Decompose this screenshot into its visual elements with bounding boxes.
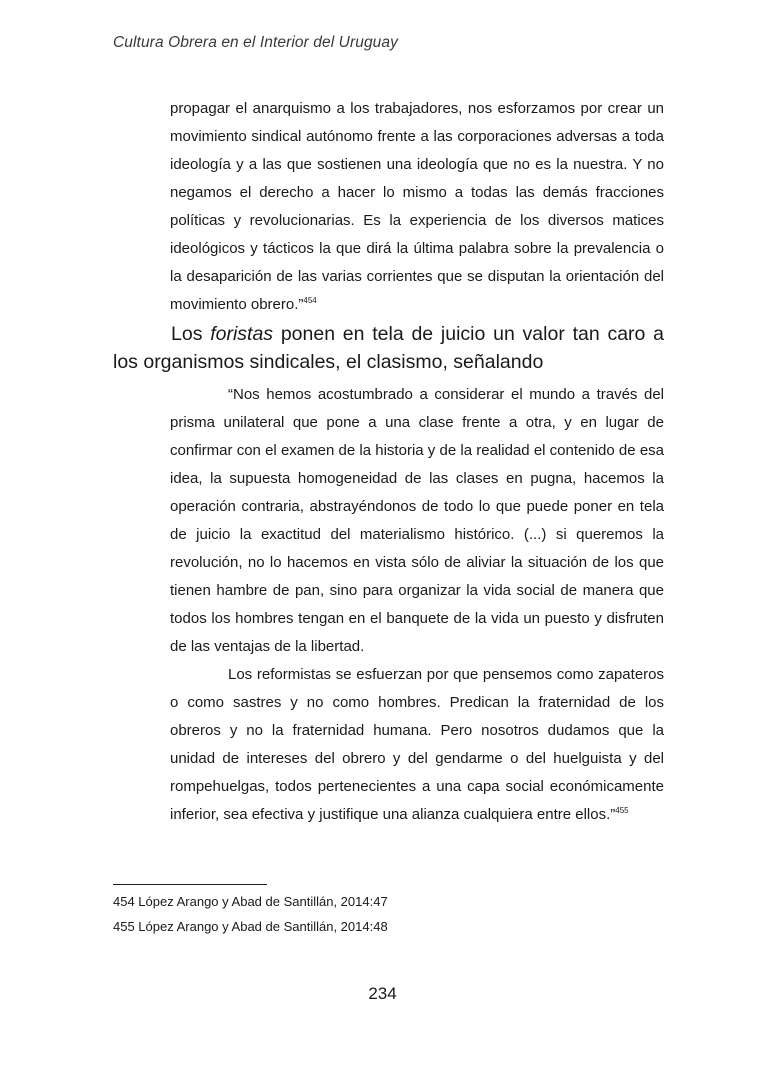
- footnote-454: 454 López Arango y Abad de Santillán, 2014:47: [113, 894, 388, 909]
- quote-text: propagar el anarquismo a los trabajadores, nos esforzamos por crear un movimiento sindical autónomo frente a las corporaciones adversas a toda ideología y a las que sostienen una ideología que no es la nuestra. Y no negamos el derecho a hacer lo mismo a todas las demás fracciones políticas y revolucionarias. Es la experiencia de los diversos matices ideológicos y tácticos la que dirá la última palabra sobre la prevalencia o la desaparición de las varias corrientes que se disputan la orientación del movimiento obrero.”: [170, 100, 664, 313]
- footnote-ref-455[interactable]: 455: [615, 806, 629, 815]
- block-quote-continued: [170, 95, 664, 319]
- block-quote: [170, 381, 664, 829]
- emphasis-foristas: foristas: [210, 323, 274, 345]
- quote-paragraph-2: [170, 661, 664, 829]
- footnote-455: 455 López Arango y Abad de Santillán, 2014:48: [113, 919, 388, 934]
- footnote-divider: [113, 884, 267, 885]
- quote-paragraph: [170, 95, 664, 319]
- quote-paragraph-1: “Nos hemos acostumbrado a considerar el mundo a través del prisma unilateral que pone a una clase frente a otra, y en lugar de confirmar con el examen de la historia y de la realidad el contenido de esa idea, la supuesta homogeneidad de las clases en pugna, hacemos la operación contraria, abstrayéndonos de todo lo que puede poner en tela de juicio la exactitud del materialismo histórico. (...) si queremos la revolución, no lo hacemos en vista sólo de aliviar la situación de los que tienen hambre de pan, sino para organizar la vida social de manera que todos los hombres tengan en el banquete de la vida un puesto y disfruten de las ventajas de la libertad.: [170, 386, 664, 655]
- body-paragraph: [113, 320, 664, 376]
- page-number: 234: [368, 984, 397, 1003]
- body-text: Los foristas ponen en tela de juicio un valor tan caro a los organismos sindicales, el clasismo, señalando: [113, 323, 664, 373]
- footnote-ref-454[interactable]: 454: [303, 296, 317, 305]
- quote-text: Los reformistas se esfuerzan por que pensemos como zapateros o como sastres y no como hombres. Predican la fraternidad de los obreros y no la fraternidad humana. Pero nosotros dudamos que la unidad de intereses del obrero y del gendarme o del huelguista y del rompehuelgas, todos pertenecientes a una capa social económicamente inferior, sea efectiva y justifique una alianza cualquiera entre ellos.”: [170, 666, 664, 823]
- footnotes: [113, 889, 388, 939]
- running-header: Cultura Obrera en el Interior del Uruguay: [113, 34, 398, 51]
